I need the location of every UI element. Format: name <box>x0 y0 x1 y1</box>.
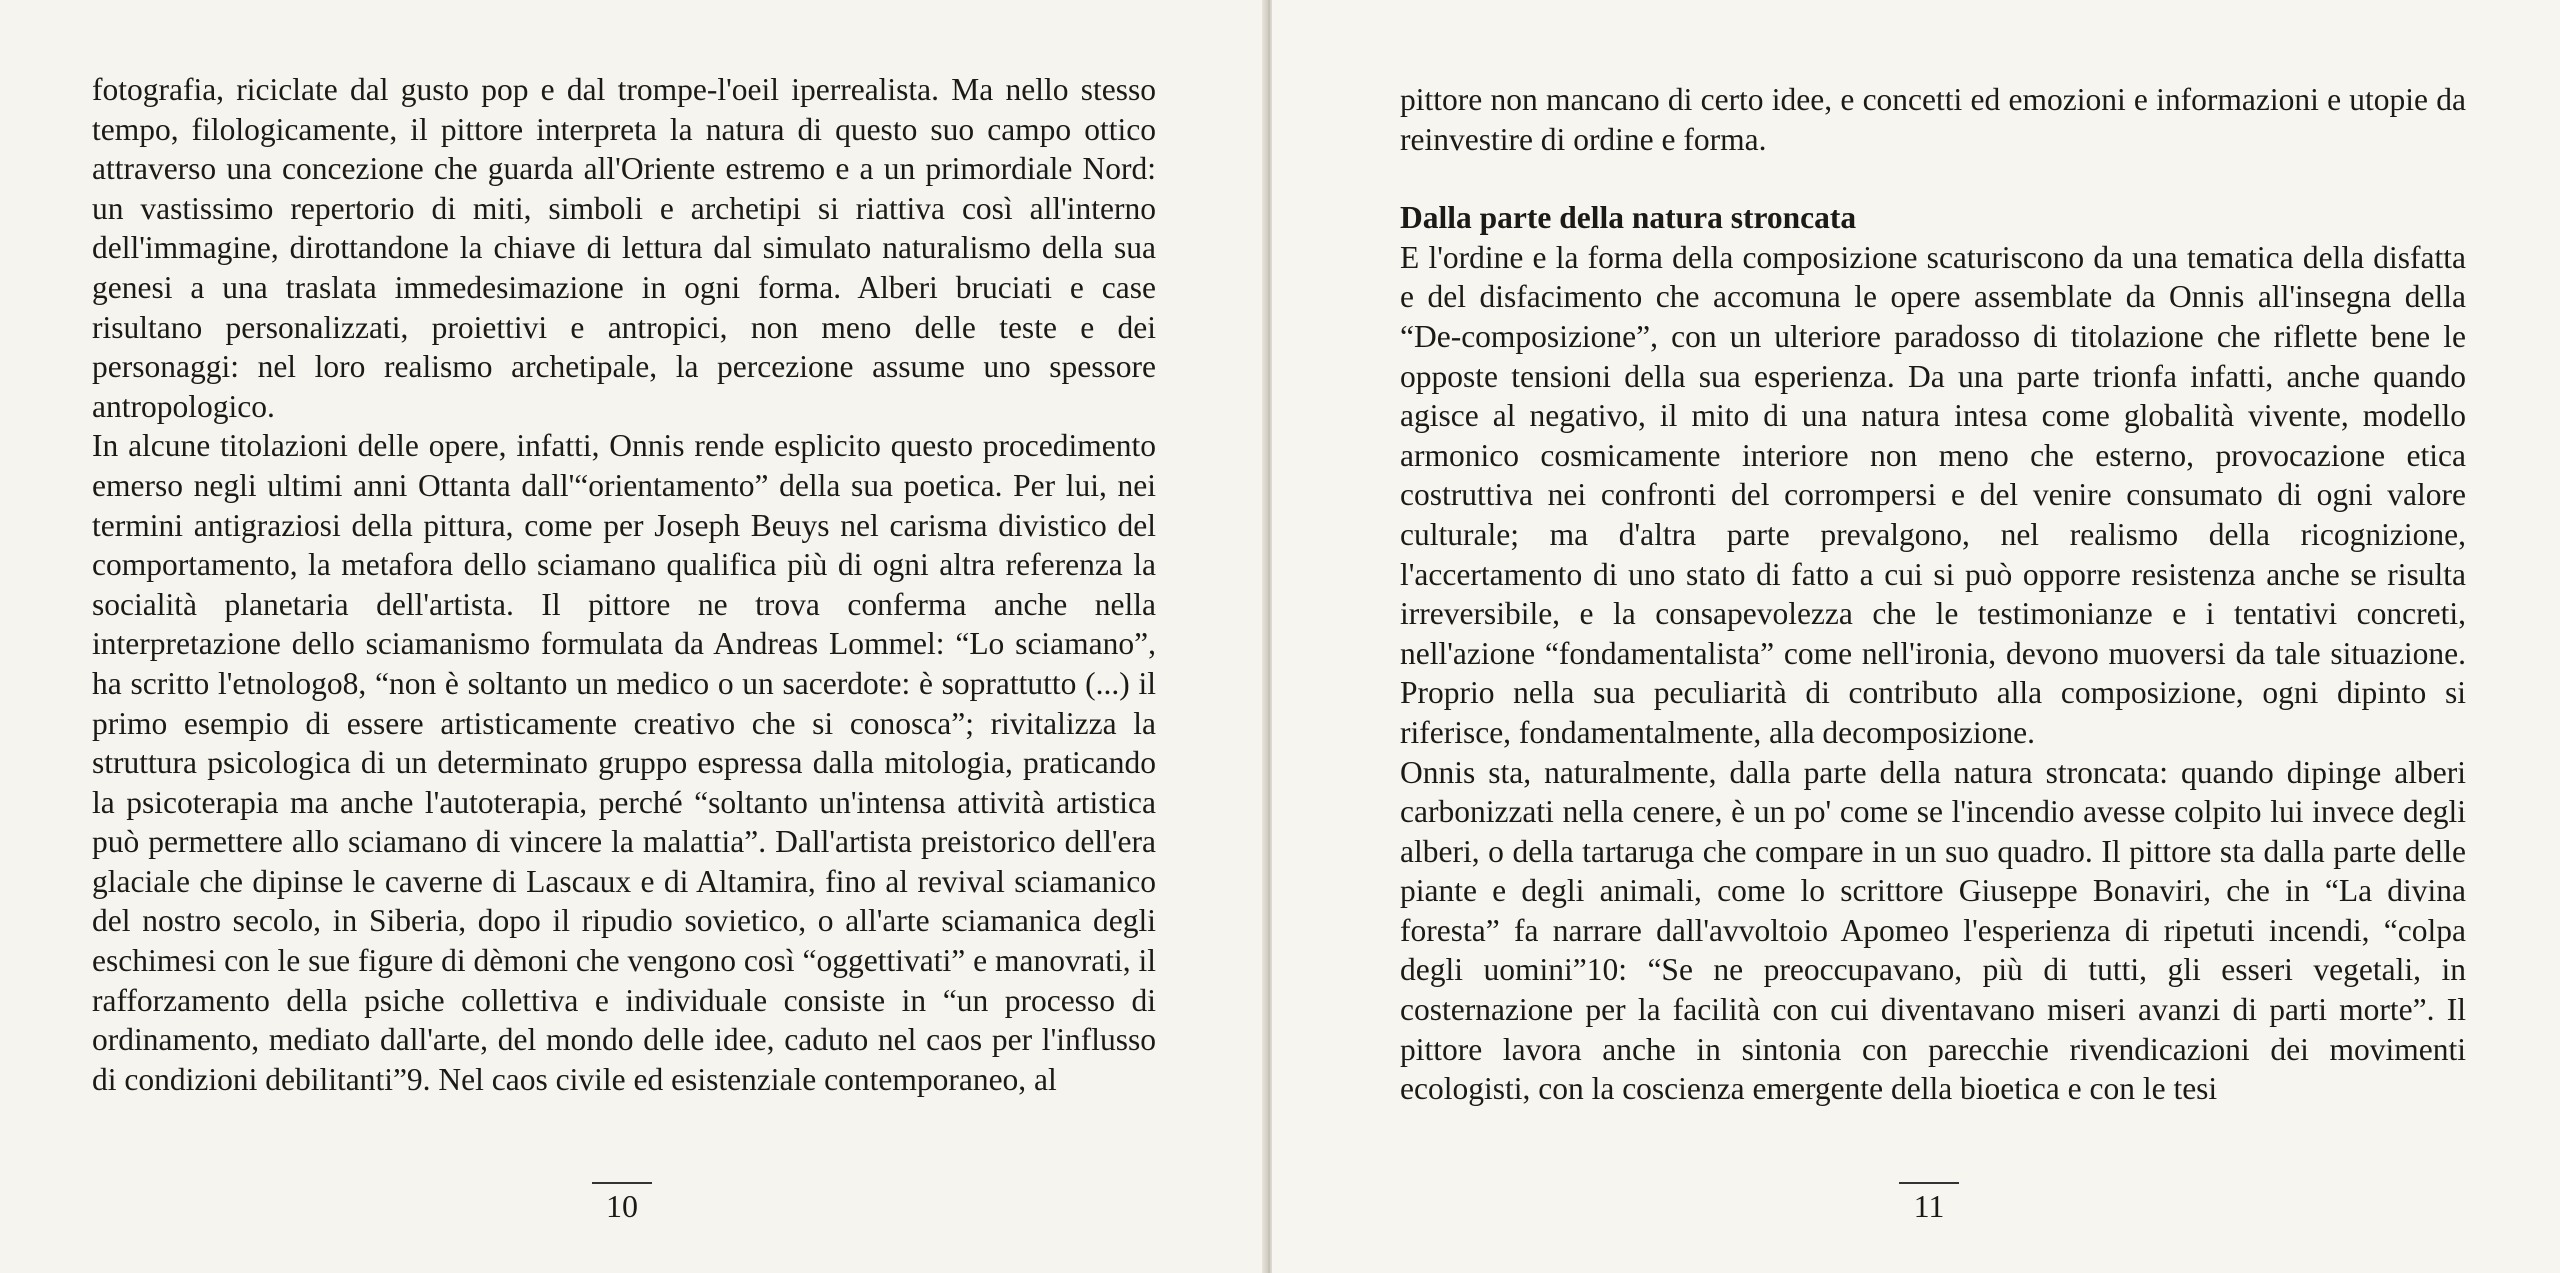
left-paragraph-2: In alcune titolazioni delle opere, infatti, Onnis rende esplicito questo procedimento emerso negli ultimi anni Ottanta dall'“orientamento” della sua poetica. Per lui, nei termini antigraziosi della pittura, come per Joseph Beuys nel carisma divistico del comportamento, la metafora dello sciamano qualifica più di ogni altra referenza la socialità planetaria dell'artista. Il pittore ne trova conferma anche nella interpretazione dello sciamanismo formulata da Andreas Lommel: “Lo sciamano”, ha scritto l'etnologo8, “non è soltanto un medico o un sacerdote: è soprattutto (...) il primo esempio di essere artisticamente creativo che si conosca”; rivitalizza la struttura psicologica di un determinato gruppo espressa dalla mitologia, praticando la psicoterapia ma anche l'autoterapia, perché “soltanto un'intensa attività artistica può permettere allo sciamano di vincere la malattia”. Dall'artista preistorico dell'era glaciale che dipinse le caverne di Lascaux e di Altamira, fino al revival sciamanico del nostro secolo, in Siberia, dopo il ripudio sovietico, o all'arte sciamanica degli eschimesi con le sue figure di dèmoni che vengono così “oggettivati” e manovrati, il rafforzamento della psiche collettiva e individuale consiste in “un processo di ordinamento, mediato dall'arte, del mondo delle idee, caduto nel caos per l'influsso di condizioni debilitanti”9. Nel caos civile ed esistenziale contemporaneo, al <box>92 428 1156 1097</box>
right-page <box>1272 0 2560 1273</box>
right-intro-paragraph: pittore non mancano di certo idee, e concetti ed emozioni e informazioni e utopie da reinvestire di ordine e forma. <box>1400 82 2466 157</box>
left-page-text <box>92 70 1156 1099</box>
right-paragraph-2: Onnis sta, naturalmente, dalla parte della natura stroncata: quando dipinge alberi carbonizzati nella cenere, è un po' come se l'incendio avesse colpito lui invece degli alberi, o della tartaruga che compare in un suo quadro. Il pittore sta dalla parte delle piante e degli animali, come lo scrittore Giuseppe Bonaviri, che in “La divina foresta” fa narrare dall'avvoltoio Apomeo l'esperienza di ripetuti incendi, “colpa degli uomini”10: “Se ne preoccupavano, più di tutti, gli esseri vegetali, in costernazione per la facilità con cui diventavano miseri avanzi di parti morte”. Il pittore lavora anche in sintonia con parecchie rivendicazioni dei movimenti ecologisti, con la coscienza emergente della bioetica e con le tesi <box>1400 754 2466 1107</box>
right-page-text <box>1400 80 2466 1109</box>
left-paragraph-1: fotografia, riciclate dal gusto pop e dal trompe-l'oeil iperrealista. Ma nello stesso tempo, filologicamente, il pittore interpreta la natura di questo suo campo ottico attraverso una concezione che guarda all'Oriente estremo e a un primordiale Nord: un vastissimo repertorio di miti, simboli e archetipi si riattiva così all'interno dell'immagine, dirottandone la chiave di lettura dal simulato naturalismo della sua genesi a una traslata immedesimazione in ogni forma. Alberi bruciati e case risultano personalizzati, proiettivi e antropici, non meno delle teste e dei personaggi: nel loro realismo archetipale, la percezione assume uno spessore antropologico. <box>92 72 1156 424</box>
section-heading: Dalla parte della natura stroncata <box>1400 200 1857 236</box>
right-paragraph-1: E l'ordine e la forma della composizione scaturiscono da una tematica della disfatta e del disfacimento che accomuna le opere assemblate da Onnis all'insegna della “De-composizione”, con un ulteriore paradosso di titolazione che riflette bene le opposte tensioni della sua esperienza. Da una parte trionfa infatti, anche quando agisce al negativo, il mito di una natura intesa come globalità vivente, modello armonico cosmicamente interiore non meno che esterno, provocazione etica costruttiva nei confronti del corrompersi e del venire consumato di ogni valore culturale; ma d'altra parte prevalgono, nel realismo della ricognizione, l'accertamento di uno stato di fatto a cui si può opporre resistenza anche se risulta irreversibile, e la consapevolezza che le testimonianze e i tentativi concreti, nell'azione “fondamentalista” come nell'ironia, devono muoversi da tale situazione. Proprio nella sua peculiarità di contributo alla composizione, ogni dipinto si riferisce, fondamentalmente, alla decomposizione. <box>1400 239 2466 750</box>
left-page <box>0 0 1268 1273</box>
page-number-right: 11 <box>1899 1182 1959 1224</box>
page-number-left: 10 <box>592 1182 652 1224</box>
